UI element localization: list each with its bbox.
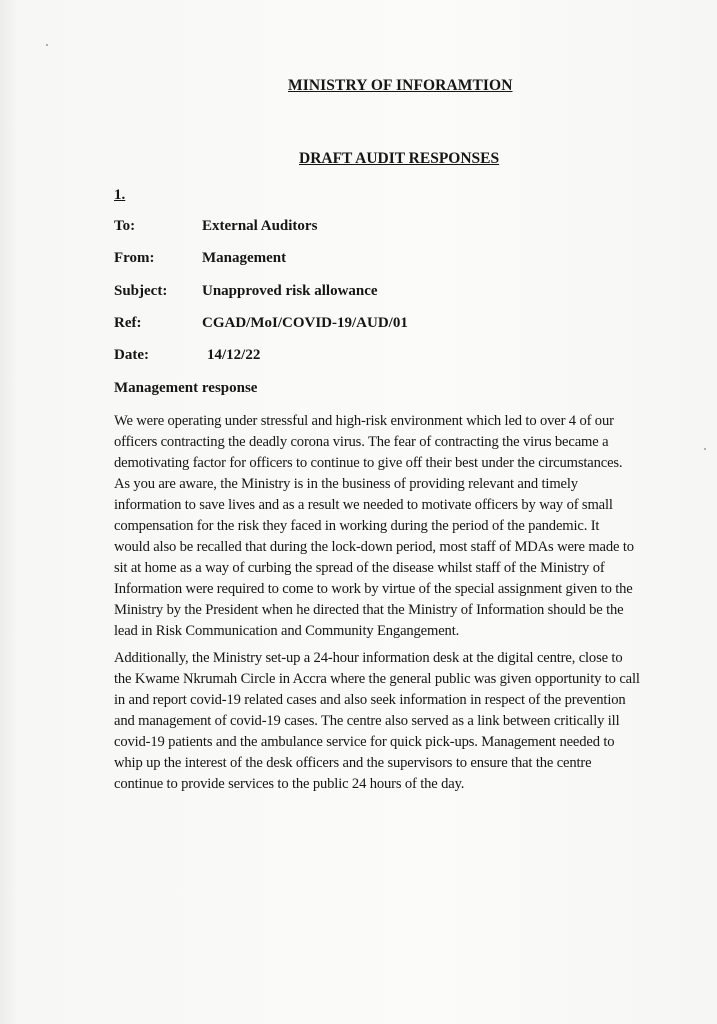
paragraph-line: Ministry by the President when he directed that the Ministry of Information should be the — [114, 602, 624, 618]
memo-label: To: — [114, 218, 136, 234]
section-heading: Management response — [114, 380, 258, 396]
memo-value: Unapproved risk allowance — [202, 283, 378, 299]
paragraph-line: Information were required to come to work by virtue of the special assignment given to the — [114, 581, 633, 597]
paragraph-line: covid-19 patients and the ambulance service for quick pick-ups. Management needed to — [114, 734, 615, 750]
memo-label: From: — [114, 250, 155, 266]
paragraph-line: We were operating under stressful and high-risk environment which led to over 4 of our — [114, 413, 614, 429]
memo-value: External Auditors — [202, 218, 318, 234]
paragraph-line: the Kwame Nkrumah Circle in Accra where the general public was given opportunity to call — [114, 671, 640, 687]
paragraph-line: and management of covid-19 cases. The centre also served as a link between critically ill — [114, 713, 620, 729]
paragraph-2 — [114, 648, 706, 795]
scan-speck — [46, 44, 48, 46]
paragraph-line: compensation for the risk they faced in working during the period of the pandemic. It — [114, 518, 600, 534]
ministry-title: MINISTRY OF INFORAMTION — [288, 77, 513, 94]
paragraph-line: lead in Risk Communication and Community Engangement. — [114, 623, 460, 639]
paragraph-line: officers contracting the deadly corona virus. The fear of contracting the virus became a — [114, 434, 609, 450]
paragraph-line: Additionally, the Ministry set-up a 24-hour information desk at the digital centre, close to — [114, 650, 623, 666]
paragraph-line: sit at home as a way of curbing the spread of the disease whilst staff of the Ministry of — [114, 560, 605, 576]
paragraph-line: whip up the interest of the desk officers and the supervisors to ensure that the centre — [114, 755, 592, 771]
memo-value: 14/12/22 — [207, 347, 261, 363]
memo-label: Ref: — [114, 315, 142, 331]
memo-value: CGAD/MoI/COVID-19/AUD/01 — [202, 315, 408, 331]
paragraph-1 — [114, 411, 706, 642]
paragraph-line: would also be recalled that during the lock-down period, most staff of MDAs were made to — [114, 539, 634, 555]
paragraph-line: demotivating factor for officers to continue to give off their best under the circumstances. — [114, 455, 623, 471]
memo-label: Date: — [114, 347, 149, 363]
paragraph-line: information to save lives and as a result we needed to motivate officers by way of small — [114, 497, 613, 513]
document-subtitle: DRAFT AUDIT RESPONSES — [299, 150, 500, 167]
memo-label: Subject: — [114, 283, 168, 299]
paragraph-line: in and report covid-19 related cases and also seek information in respect of the prevention — [114, 692, 626, 708]
paragraph-line: continue to provide services to the public 24 hours of the day. — [114, 776, 465, 792]
memo-value: Management — [202, 250, 287, 266]
paragraph-line: As you are aware, the Ministry is in the business of providing relevant and timely — [114, 476, 578, 492]
item-number: 1. — [114, 187, 126, 203]
